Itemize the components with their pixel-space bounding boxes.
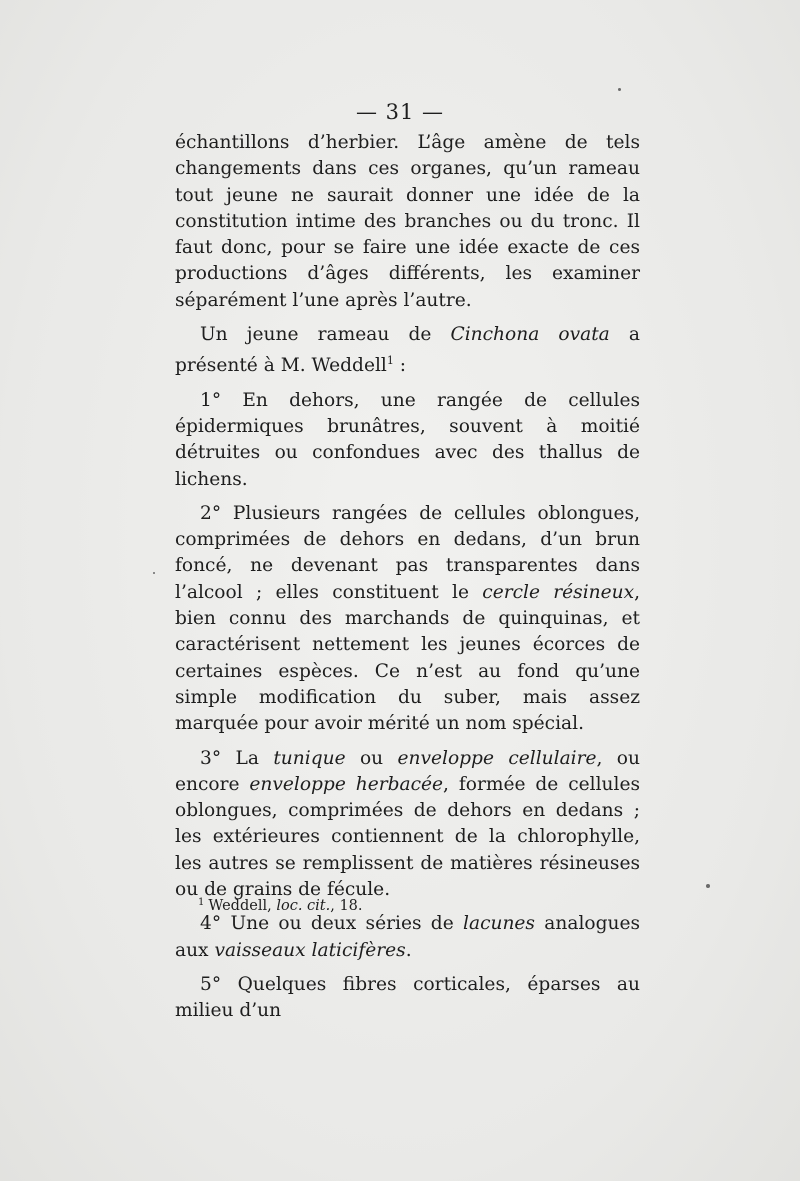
italic-text: tunique [273,747,346,769]
text-run: , bien connu des marchands de quinquinas, et caractérisent nettement les jeunes écorces de certaines espèces. Ce n’est au fond qu’une simple modification du suber, mais assez marquée pour avoir mérité un nom spécial. [175,581,641,735]
footnote-reference: 1 [386,354,394,368]
body-text [175,130,640,1025]
paragraph-p2 [175,322,640,380]
text-run: analogues aux [175,913,641,961]
paragraph-p7 [175,972,640,1025]
text-run: 5° Quelques fibres corticales, éparses au milieu d’un [175,973,640,1022]
text-run: a présenté à M. Weddell [175,324,641,377]
italic-text: vaisseaux laticifères [214,939,406,961]
text-run: 4° Une ou deux séries de [200,913,464,935]
paragraph-p1 [175,130,640,314]
text-run: Weddell, [208,898,277,914]
footnote-mark: 1 [198,897,205,908]
text-run: , 18. [330,898,363,914]
footnote [198,894,363,915]
text-run: 1° En dehors, une rangée de cellules épidermiques brunâtres, souvent à moitié détruites ou confondues avec des thallus de lichens. [175,389,640,490]
text-run: : [393,355,407,377]
paper-speck [706,884,710,888]
paragraph-p6 [175,911,640,964]
text-run: , formée de cellules oblongues, comprimées de dehors en dedans ; les extérieures contiennent de la chlorophylle, les autres se remplissent de matières résineuses ou de grains de fécule. [175,773,641,901]
paragraph-p5 [175,746,640,904]
text-run: échantillons d’herbier. L’âge amène de tels changements dans ces organes, qu’un rameau tout jeune ne saurait donner une idée de la constitution intime des branches ou du tronc. Il faut donc, pour se faire une idée exacte de ces productions d’âges différents, les examiner séparément l’une après l’autre. [175,132,640,311]
page-number: — 31 — [355,100,445,124]
italic-text: enveloppe herbacée [249,773,444,795]
italic-text: lacunes [463,913,535,935]
paper-speck [153,572,155,574]
text-run: Un jeune rameau de [200,324,451,346]
paragraph-p4 [175,501,640,738]
italic-text: cercle résineux [482,581,635,603]
text-run: 2° Plusieurs rangées de cellules oblongues, comprimées de dehors en dedans, d’un brun foncé, ne devenant pas transparentes dans l’alcool ; elles constituent le [175,502,640,603]
italic-text: enveloppe cellulaire [397,747,597,769]
paragraph-p3 [175,388,640,493]
italic-text: Cinchona ovata [450,324,610,346]
text-run: ou [345,747,398,769]
text-run: 3° La [200,747,274,769]
text-run: . [405,939,412,961]
text-run: , ou encore [175,747,640,795]
italic-text: loc. cit. [276,898,331,914]
paper-speck [618,88,621,91]
footnote-text [208,898,362,914]
